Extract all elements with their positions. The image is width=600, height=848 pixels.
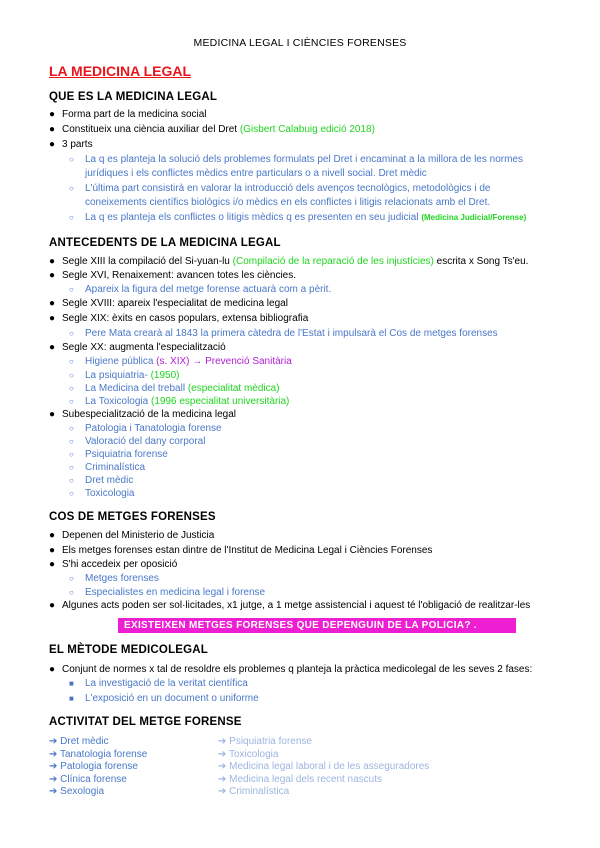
list-item: ● 3 parts <box>49 139 93 150</box>
sub-list-item: ○ Toxicologia <box>69 488 135 499</box>
sub-list-item: ○ La q es planteja els conflictes o litigis mèdics q es presenten en seu judicial (Medicina Judicial/Forense) <box>69 212 527 223</box>
highlight-banner: EXISTEIXEN METGES FORENSES QUE DEPENGUIN DE LA POLICIA? . <box>118 618 516 633</box>
sub-list-item: ○ La psiquiatria- (1950) <box>69 370 180 381</box>
list-item: ➔ Dret mèdic <box>49 736 109 747</box>
list-item: ➔ Criminalística <box>218 786 290 798</box>
sub-list-item: ○ Patologia i Tanatologia forense <box>69 423 222 434</box>
section-title-cos-metges: COS DE METGES FORENSES <box>49 511 216 523</box>
sub-list-item: ○ Metges forenses <box>69 573 159 584</box>
sub-list-item: ■ La investigació de la veritat científica <box>69 678 248 689</box>
section-title-antecedents: ANTECEDENTS DE LA MEDICINA LEGAL <box>49 237 281 249</box>
section-title-activitat: ACTIVITAT DEL METGE FORENSE <box>49 716 242 728</box>
list-item: ● Segle XVI, Renaixement: avancen totes les ciències. <box>49 270 297 281</box>
sub-list-item: ■ L'exposició en un document o uniforme <box>69 693 259 704</box>
list-item: ➔ Toxicologia <box>218 748 279 760</box>
sub-list-continuation: jurídiques i els conflictes mèdics entre particulars o a nivell social. Dret mèdic <box>85 168 427 179</box>
activity-column-2 <box>218 736 429 799</box>
activity-column-1 <box>49 736 147 799</box>
sub-list-item: ○ La q es planteja la solució dels problemes formulats pel Dret i encaminat a la millora de les normes <box>69 154 523 165</box>
list-item: ● Constitueix una ciència auxiliar del Dret (Gisbert Calabuig edició 2018) <box>49 124 375 135</box>
main-title: LA MEDICINA LEGAL <box>49 63 192 79</box>
section-title-metode: EL MÈTODE MEDICOLEGAL <box>49 644 209 656</box>
list-item: ➔ Patologia forense <box>49 761 138 773</box>
sub-list-item: ○ L'última part consistirà en valorar la introducció dels avenços tecnològics, metodològics i de <box>69 183 491 194</box>
list-item: ➔ Medicina legal dels recent nascuts <box>218 773 383 785</box>
section-title-que-es: QUE ES LA MEDICINA LEGAL <box>49 91 218 103</box>
list-item: ● Segle XX: augmenta l'especialització <box>49 342 226 353</box>
sub-list-item: ○ Higiene pública (s. XIX) → Prevenció Sanitària <box>69 356 292 367</box>
list-item: ● Segle XIX: èxits en casos populars, extensa bibliografia <box>49 313 309 324</box>
list-item: ● Segle XIII la compilació del Si-yuan-lu (Compilació de la reparació de les injustícies) escrita x Song Ts'eu. <box>49 256 529 267</box>
list-item: ➔ Clínica forense <box>49 773 127 785</box>
sub-list-item: ○ Apareix la figura del metge forense actuarà com a pèrit. <box>69 284 332 295</box>
sub-list-item: ○ Pere Mata crearà al 1843 la primera càtedra de l'Estat i impulsarà el Cos de metges forenses <box>69 328 498 339</box>
document-header: MEDICINA LEGAL I CIÈNCIES FORENSES <box>193 37 407 49</box>
list-item: ➔ Psiquiatria forense <box>218 736 312 747</box>
list-item: ● Forma part de la medicina social <box>49 109 207 120</box>
list-item: ● Depenen del Ministerio de Justicia <box>49 530 215 541</box>
sub-list-item: ○ Psiquiatria forense <box>69 449 168 460</box>
sub-list-item: ○ Dret mèdic <box>69 475 134 486</box>
sub-list-item: ○ La Medicina del treball (especialitat mèdica) <box>69 383 280 394</box>
list-item: ● Els metges forenses estan dintre de l'Institut de Medicina Legal i Ciències Forenses <box>49 545 433 556</box>
list-item: ➔ Tanatologia forense <box>49 748 148 760</box>
sub-list-continuation: coneixements científics biològics i/o mèdics en els conflictes i litigis relacionats amb el Dret. <box>85 197 491 208</box>
list-item: ➔ Medicina legal laboral i de les asseguradores <box>218 761 430 773</box>
list-item: ● Segle XVIII: apareix l'especialitat de medicina legal <box>49 298 288 309</box>
list-item: ● Algunes acts poden ser sol·licitades, x1 jutge, a 1 metge assistencial i aquest té l'obligació de realitzar-les <box>49 600 531 611</box>
sub-list-item: ○ Criminalística <box>69 462 146 473</box>
list-item: ● S'hi accedeix per oposició <box>49 559 178 570</box>
sub-list-item: ○ La Toxicologia (1996 especialitat universitària) <box>69 396 290 407</box>
list-item: ● Subespecialització de la medicina legal <box>49 409 236 420</box>
list-item: ➔ Sexologia <box>49 786 105 798</box>
sub-list-item: ○ Valoració del dany corporal <box>69 436 206 447</box>
list-item: ● Conjunt de normes x tal de resoldre els problemes q planteja la pràctica medicolegal de les seves 2 fases: <box>49 664 533 675</box>
sub-list-item: ○ Especialistes en medicina legal i forense <box>69 587 266 598</box>
